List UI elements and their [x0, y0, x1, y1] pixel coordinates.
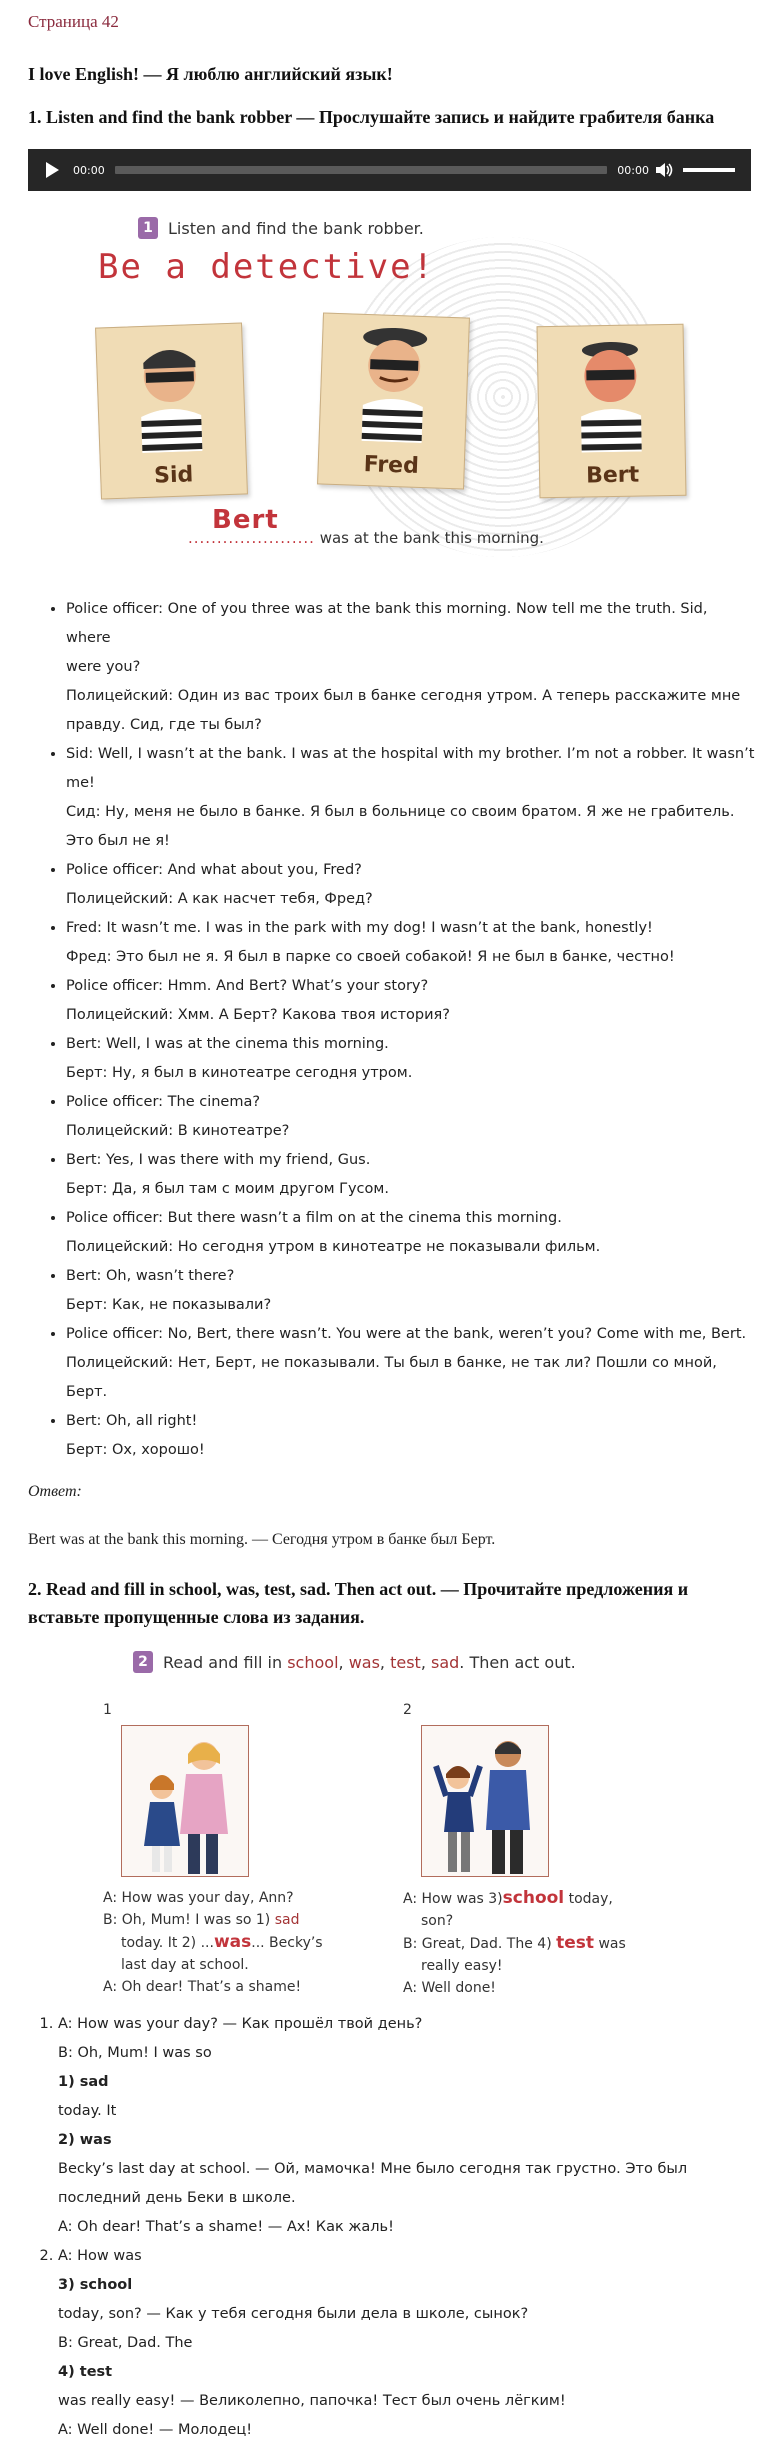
answer-blank: ...................... Bert — [188, 505, 315, 547]
exercise2-image — [103, 1651, 703, 1996]
dialog-panel-1 — [103, 1699, 363, 1998]
panel1-line-1: A: How was your day, Ann? — [103, 1890, 294, 1906]
list-item: • Bert: Yes, I was there with my friend, Gus. Берт: Да, я был там с моим другом Гусом. — [66, 1146, 755, 1204]
panel-number: 2 — [403, 1702, 412, 1718]
panel1-line-3: today. It 2) ...was... Becky’s — [121, 1932, 323, 1952]
mum-and-girl-illustration — [121, 1725, 249, 1877]
be-detective-heading: Be a detective! — [98, 247, 436, 287]
exercise-number-badge: 2 — [133, 1651, 153, 1673]
dad-and-boy-illustration — [421, 1725, 549, 1877]
exercise1-instruction: Listen and find the bank robber. — [168, 218, 424, 238]
exercise1-answer-line — [188, 505, 544, 547]
panel2-line-3: B: Great, Dad. The 4) test was — [403, 1933, 626, 1953]
robber-icon — [560, 331, 662, 453]
suspect-name: Sid — [153, 462, 194, 489]
dialog-list — [28, 595, 755, 1465]
page-label: Страница 42 — [28, 12, 119, 31]
panel1-line-5: A: Oh dear! That’s a shame! — [103, 1979, 302, 1995]
suspect-card-fred — [317, 312, 470, 489]
list-item: • Police officer: Hmm. And Bert? What’s your story? Полицейский: Хмм. А Берт? Какова твоя история? — [66, 972, 755, 1030]
list-item: • Police officer: But there wasn’t a film on at the cinema this morning. Полицейский: Но сегодня утром в кинотеатре не показывали фильм. — [66, 1204, 755, 1262]
handwritten-answer: Bert — [212, 505, 279, 535]
list-item: • Police officer: No, Bert, there wasn’t. You were at the bank, weren’t you? Come with me, Bert. Полицейский: Нет, Берт, не показывали. Ты был в банке, не так ли? Пошли со мной, Берт. — [66, 1320, 755, 1407]
task2-title: 2. Read and fill in school, was, test, sad. Then act out. — Прочитайте предложения и вставьте пропущенные слова из задания. — [28, 1579, 689, 1627]
list-item: • Bert: Oh, all right! Берт: Ох, хорошо! — [66, 1407, 755, 1465]
list-item: • Police officer: One of you three was at the bank this morning. Now tell me the truth. Sid, where were you? Полицейский: Один из вас троих был в банке сегодня утром. А теперь расскажите мне правду. Сид, где ты был? — [66, 595, 755, 740]
task1-title: 1. Listen and find the bank robber — Прослушайте запись и найдите грабителя банка — [28, 107, 715, 127]
list-item: • Sid: Well, I wasn’t at the bank. I was at the hospital with my brother. I’m not a robber. It wasn’t me! Сид: Ну, меня не было в банке. Я был в больнице со своим братом. Я же не грабитель. Это был не я! — [66, 740, 755, 856]
volume-icon[interactable] — [655, 162, 673, 178]
panel1-line-2: B: Oh, Mum! I was so 1) sad — [103, 1912, 300, 1928]
exercise2-header — [133, 1651, 703, 1673]
answer-text: Bert was at the bank this morning. — Сегодня утром в банке был Берт. — [28, 1531, 496, 1548]
audio-progress-rail[interactable] — [115, 166, 608, 174]
robber-icon — [342, 320, 446, 443]
suspect-name: Fred — [363, 452, 420, 479]
list-item: • Bert: Well, I was at the cinema this morning. Берт: Ну, я был в кинотеатре сегодня утром. — [66, 1030, 755, 1088]
list-item: 2. A: How was 3) school today, son? — Как у тебя сегодня были дела в школе, сынок? B: Great, Dad. The 4) test was really easy! — Великолепно, папочка! Тест был очень лёгким! A: Well done! — Молодец! — [58, 2242, 755, 2445]
list-item: • Bert: Oh, wasn’t there? Берт: Как, не показывали? — [66, 1262, 755, 1320]
panel2-line-2: son? — [421, 1913, 454, 1929]
list-item: • Police officer: The cinema? Полицейский: В кинотеатре? — [66, 1088, 755, 1146]
suspect-card-sid — [95, 322, 248, 499]
robber-icon — [118, 330, 222, 453]
panel2-line-5: A: Well done! — [403, 1980, 496, 1996]
suspect-card-bert — [537, 324, 687, 499]
dialog-panel-2 — [403, 1699, 663, 1999]
list-item: • Fred: It wasn’t me. I was in the park with my dog! I wasn’t at the bank, honestly! Фред: Это был не я. Я был в парке со своей собакой! Я не был в банке, честно! — [66, 914, 755, 972]
panel1-line-4: last day at school. — [121, 1957, 249, 1973]
exercise2-instruction: Read and fill in school, was, test, sad. Then act out. — [163, 1652, 576, 1672]
audio-player — [28, 149, 751, 191]
panel-number: 1 — [103, 1702, 112, 1718]
list-item: • Police officer: And what about you, Fred? Полицейский: А как насчет тебя, Фред? — [66, 856, 755, 914]
audio-current-time: 00:00 — [73, 163, 105, 177]
answers-list — [28, 2010, 755, 2445]
audio-total-time: 00:00 — [617, 163, 649, 177]
exercise1-image — [98, 217, 688, 587]
exercise-number-badge: 1 — [138, 217, 158, 239]
exercise1-header — [138, 217, 688, 239]
play-icon[interactable] — [46, 162, 59, 178]
answer-rest: was at the bank this morning. — [319, 529, 544, 547]
suspect-name: Bert — [585, 462, 640, 489]
list-item: 1. A: How was your day? — Как прошёл твой день? B: Oh, Mum! I was so 1) sad today. It 2) was Becky’s last day at school. — Ой, мамочка! Мне было сегодня так грустно. Это был последний день Беки в школе. A: Oh dear! That’s a shame! — Ах! Как жаль! — [58, 2010, 755, 2242]
panel2-line-1: A: How was 3)school today, — [403, 1888, 613, 1908]
section-title: I love English! — Я люблю английский язык! — [28, 64, 393, 84]
panel2-line-4: really easy! — [421, 1958, 503, 1974]
answer-label: Ответ: — [28, 1483, 82, 1500]
volume-slider[interactable] — [683, 168, 735, 172]
